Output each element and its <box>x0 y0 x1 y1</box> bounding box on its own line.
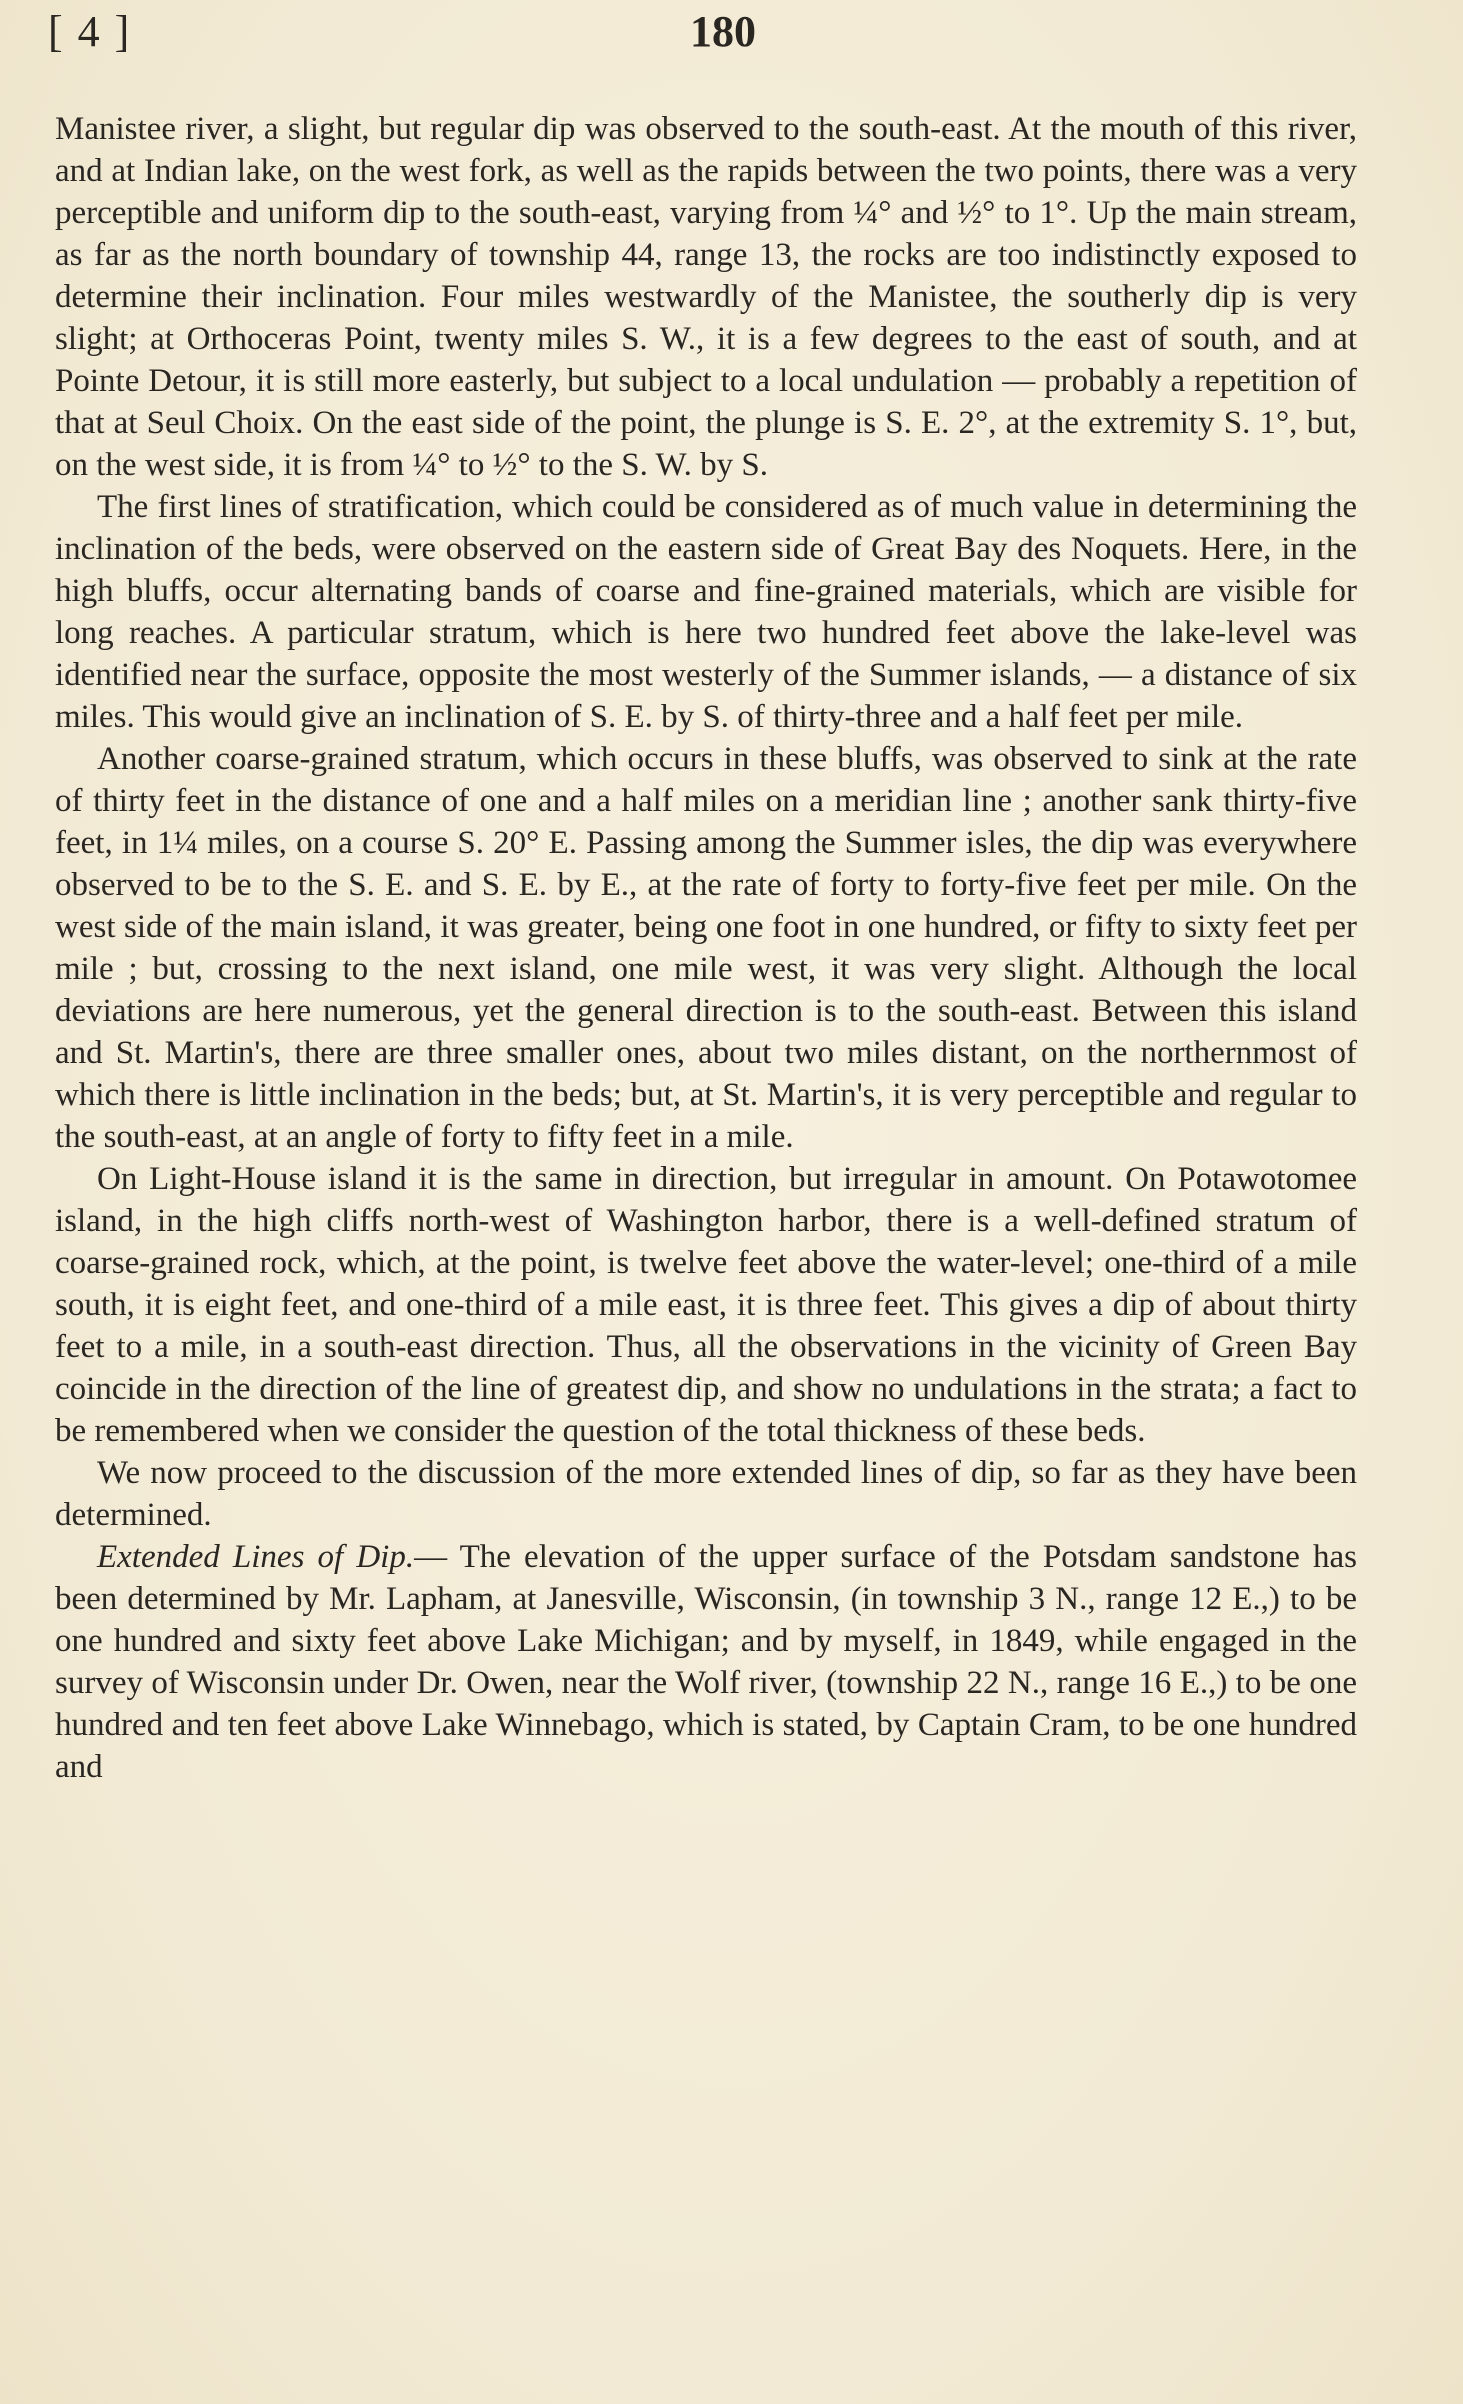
paragraph: Manistee river, a slight, but regular dip was observed to the south-east. At the mouth of this river, and at Indian lake, on the west fork, as well as the rapids between the two points, there was a very perceptible and uniform dip to the south-east, varying from ¼° and ½° to 1°. Up the main stream, as far as the north boundary of township 44, range 13, the rocks are too indistinctly exposed to determine their inclination. Four miles westwardly of the Manistee, the southerly dip is very slight; at Orthoceras Point, twenty miles S. W., it is a few degrees to the east of south, and at Pointe Detour, it is still more easterly, but subject to a local undulation — probably a repetition of that at Seul Choix. On the east side of the point, the plunge is S. E. 2°, at the extremity S. 1°, but, on the west side, it is from ¼° to ½° to the S. W. by S. <box>55 111 1357 483</box>
paragraph: Another coarse-grained stratum, which occurs in these bluffs, was observed to sink at the rate of thirty feet in the distance of one and a half miles on a meridian line ; another sank thirty-five feet, in 1¼ miles, on a course S. 20° E. Passing among the Summer isles, the dip was everywhere observed to be to the S. E. and S. E. by E., at the rate of forty to forty-five feet per mile. On the west side of the main island, it was greater, being one foot in one hundred, or fifty to sixty feet per mile ; but, crossing to the next island, one mile west, it was very slight. Although the local deviations are here numerous, yet the general direction is to the south-east. Between this island and St. Martin's, there are three smaller ones, about two miles distant, on the northernmost of which there is little inclination in the beds; but, at St. Martin's, it is very perceptible and regular to the south-east, at an angle of forty to fifty feet in a mile. <box>55 741 1357 1155</box>
paragraph: The first lines of stratification, which could be considered as of much value in determining the inclination of the beds, were observed on the eastern side of Great Bay des Noquets. Here, in the high bluffs, occur alternating bands of coarse and fine-grained materials, which are visible for long reaches. A particular stratum, which is here two hundred feet above the lake-level was identified near the surface, opposite the most westerly of the Summer islands, — a distance of six miles. This would give an inclination of S. E. by S. of thirty-three and a half feet per mile. <box>55 489 1357 735</box>
paragraph: On Light-House island it is the same in direction, but irregular in amount. On Potawotomee island, in the high cliffs north-west of Washington harbor, there is a well-defined stratum of coarse-grained rock, which, at the point, is twelve feet above the water-level; one-third of a mile south, it is eight feet, and one-third of a mile east, it is three feet. This gives a dip of about thirty feet to a mile, in a south-east direction. Thus, all the observations in the vicinity of Green Bay coincide in the direction of the line of greatest dip, and show no undulations in the strata; a fact to be remembered when we consider the question of the total thickness of these beds. <box>55 1161 1357 1449</box>
body-text <box>55 108 1357 1788</box>
signature-mark: [ 4 ] <box>48 7 132 56</box>
section-text: — The elevation of the upper surface of the Potsdam sandstone has been determined by Mr. Lapham, at Janesville, Wisconsin, (in township 3 N., range 12 E.,) to be one hundred and sixty feet above Lake Michigan; and by myself, in 1849, while engaged in the survey of Wisconsin under Dr. Owen, near the Wolf river, (township 22 N., range 16 E.,) to be one hundred and ten feet above Lake Winnebago, which is stated, by Captain Cram, to be one hundred and <box>55 1539 1357 1785</box>
running-head <box>0 6 1463 66</box>
paragraph: We now proceed to the discussion of the more extended lines of dip, so far as they have been determined. <box>55 1455 1357 1533</box>
section-heading: Extended Lines of Dip. <box>97 1539 415 1575</box>
page-number: 180 <box>690 7 756 56</box>
section-paragraph <box>55 1536 1357 1788</box>
